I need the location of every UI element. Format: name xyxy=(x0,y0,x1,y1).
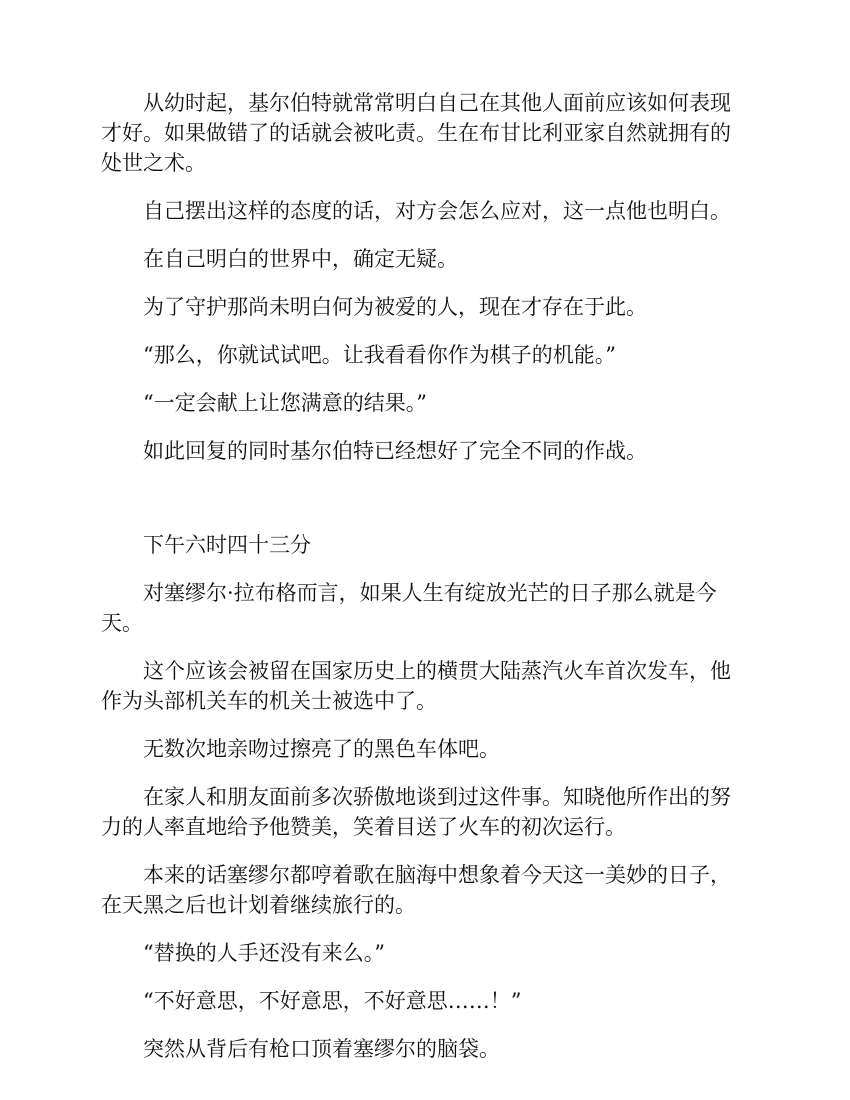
paragraph: 在家人和朋友面前多次骄傲地谈到过这件事。知晓他所作出的努力的人率直地给予他赞美，笑着目送了火车的初次运行。 xyxy=(101,785,731,839)
section-break xyxy=(101,484,751,530)
paragraph: “替换的人手还没有来么。” xyxy=(143,941,385,965)
paragraph: 如此回复的同时基尔伯特已经想好了完全不同的作战。 xyxy=(143,439,647,463)
paragraph: 从幼时起，基尔伯特就常常明白自己在其他人面前应该如何表现才好。如果做错了的话就会被叱责。生在布甘比利亚家自然就拥有的处世之术。 xyxy=(101,91,731,175)
paragraph: 无数次地亲吻过擦亮了的黑色车体吧。 xyxy=(143,737,500,761)
paragraph: “不好意思，不好意思，不好意思……！” xyxy=(143,989,522,1013)
paragraph: “一定会献上让您满意的结果。” xyxy=(143,391,427,415)
paragraph: 对塞缪尔·拉布格而言，如果人生有绽放光芒的日子那么就是今天。 xyxy=(101,581,717,635)
paragraph: 在自己明白的世界中，确定无疑。 xyxy=(143,247,458,271)
document-page xyxy=(101,88,751,1082)
paragraph: “那么，你就试试吧。让我看看你作为棋子的机能。” xyxy=(143,343,616,367)
section-time-heading: 下午六时四十三分 xyxy=(143,533,311,557)
paragraph: 自己摆出这样的态度的话，对方会怎么应对，这一点他也明白。 xyxy=(143,199,731,223)
paragraph: 本来的话塞缪尔都哼着歌在脑海中想象着今天这一美妙的日子，在天黑之后也计划着继续旅行的。 xyxy=(101,863,731,917)
paragraph: 这个应该会被留在国家历史上的横贯大陆蒸汽火车首次发车，他作为头部机关车的机关士被选中了。 xyxy=(101,659,731,713)
paragraph: 突然从背后有枪口顶着塞缪尔的脑袋。 xyxy=(143,1037,500,1061)
paragraph: 为了守护那尚未明白何为被爱的人，现在才存在于此。 xyxy=(143,295,647,319)
